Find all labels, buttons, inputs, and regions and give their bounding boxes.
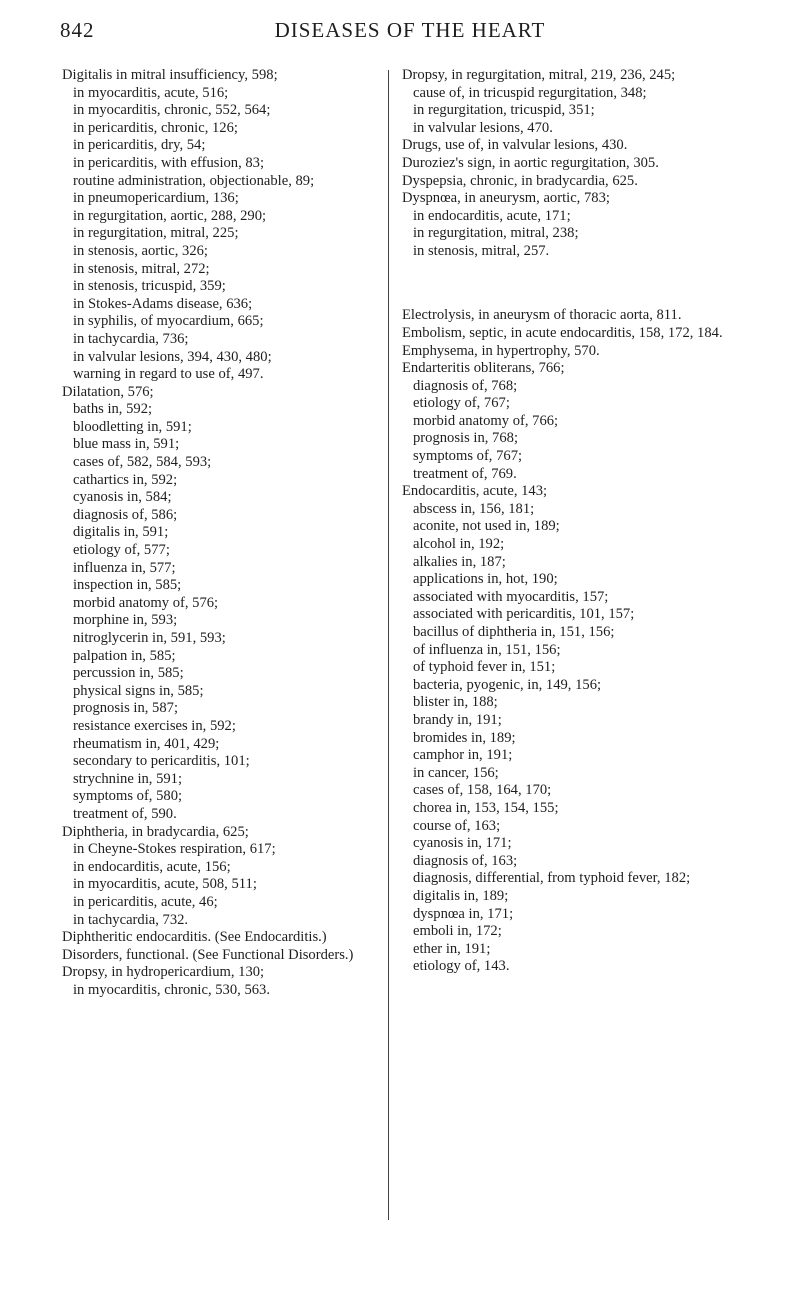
index-subentry: aconite, not used in, 189;: [413, 518, 560, 535]
index-subentry: in pericarditis, chronic, 126;: [73, 119, 238, 136]
index-subentry: in Cheyne-Stokes respiration, 617;: [73, 841, 276, 858]
index-subentry: in regurgitation, mitral, 225;: [73, 225, 239, 242]
index-subentry: etiology of, 767;: [413, 395, 510, 412]
index-subentry: physical signs in, 585;: [73, 682, 204, 699]
index-subentry: etiology of, 143.: [413, 958, 510, 975]
index-subentry: digitalis in, 189;: [413, 887, 509, 904]
index-entry: Diphtheria, in bradycardia, 625;: [62, 823, 249, 840]
index-subentry: in regurgitation, mitral, 238;: [413, 225, 579, 242]
page-number: 842: [60, 18, 95, 42]
index-subentry: cathartics in, 592;: [73, 471, 178, 488]
index-subentry: in myocarditis, chronic, 530, 563.: [73, 981, 270, 998]
index-subentry: ether in, 191;: [413, 940, 491, 957]
index-subentry: in stenosis, mitral, 257.: [413, 242, 550, 259]
index-entry: Emphysema, in hypertrophy, 570.: [402, 342, 600, 359]
index-subentry: treatment of, 769.: [413, 465, 517, 482]
index-subentry: etiology of, 577;: [73, 542, 170, 559]
index-subentry: course of, 163;: [413, 817, 501, 834]
running-title: DISEASES OF THE HEART: [274, 18, 546, 42]
index-subentry: in regurgitation, aortic, 288, 290;: [73, 207, 267, 224]
index-subentry: routine administration, objectionable, 89;: [73, 172, 315, 189]
index-subentry: in myocarditis, acute, 508, 511;: [73, 876, 257, 893]
index-subentry: of typhoid fever in, 151;: [413, 659, 556, 676]
index-subentry: warning in regard to use of, 497.: [73, 366, 264, 383]
index-subentry: in cancer, 156;: [413, 764, 499, 781]
index-subentry: in pericarditis, with effusion, 83;: [73, 154, 265, 171]
index-entry: Drugs, use of, in valvular lesions, 430.: [402, 137, 628, 154]
index-subentry: in endocarditis, acute, 156;: [73, 858, 231, 875]
index-subentry: cyanosis in, 584;: [73, 489, 172, 506]
index-subentry: bloodletting in, 591;: [73, 418, 192, 435]
index-subentry: in syphilis, of myocardium, 665;: [73, 313, 264, 330]
index-subentry: diagnosis of, 586;: [73, 506, 178, 523]
index-entry: Dyspepsia, chronic, in bradycardia, 625.: [402, 172, 638, 189]
index-subentry: inspection in, 585;: [73, 577, 182, 594]
index-subentry: in pericarditis, dry, 54;: [73, 137, 206, 154]
index-subentry: resistance exercises in, 592;: [73, 717, 236, 734]
index-entry: Endocarditis, acute, 143;: [402, 483, 548, 500]
index-subentry: associated with myocarditis, 157;: [413, 588, 609, 605]
index-subentry: bacteria, pyogenic, in, 149, 156;: [413, 676, 602, 693]
index-subentry: cases of, 582, 584, 593;: [73, 454, 212, 471]
index-subentry: morbid anatomy of, 576;: [73, 594, 219, 611]
index-subentry: brandy in, 191;: [413, 711, 502, 728]
index-entry: Dropsy, in regurgitation, mitral, 219, 236, 245;: [402, 67, 676, 83]
index-subentry: secondary to pericarditis, 101;: [73, 753, 250, 770]
index-entry: Diphtheritic endocarditis. (See Endocarditis.): [62, 929, 327, 946]
index-entry: Digitalis in mitral insufficiency, 598;: [62, 67, 278, 83]
index-subentry: diagnosis of, 163;: [413, 852, 518, 869]
index-subentry: symptoms of, 580;: [73, 788, 183, 805]
index-subentry: alcohol in, 192;: [413, 536, 505, 553]
index-entry: Dilatation, 576;: [62, 383, 154, 400]
index-entry: Duroziez's sign, in aortic regurgitation, 305.: [402, 154, 659, 171]
index-subentry: in valvular lesions, 394, 430, 480;: [73, 348, 272, 365]
index-subentry: in valvular lesions, 470.: [413, 119, 553, 136]
index-subentry: cyanosis in, 171;: [413, 835, 512, 852]
index-entry: Dropsy, in hydropericardium, 130;: [62, 964, 265, 981]
index-entry: Disorders, functional. (See Functional Disorders.): [62, 946, 354, 963]
index-subentry: palpation in, 585;: [73, 647, 176, 664]
index-subentry: in myocarditis, chronic, 552, 564;: [73, 102, 271, 119]
index-subentry: in stenosis, aortic, 326;: [73, 242, 208, 259]
index-subentry: influenza in, 577;: [73, 559, 176, 576]
index-column-left: [62, 67, 384, 999]
index-subentry: abscess in, 156, 181;: [413, 500, 535, 517]
index-subentry: cause of, in tricuspid regurgitation, 348;: [413, 84, 647, 101]
index-subentry: morphine in, 593;: [73, 612, 178, 629]
index-subentry: cases of, 158, 164, 170;: [413, 782, 552, 799]
index-subentry: blister in, 188;: [413, 694, 498, 711]
index-subentry: applications in, hot, 190;: [413, 571, 558, 588]
index-subentry: rheumatism in, 401, 429;: [73, 735, 220, 752]
index-subentry: morbid anatomy of, 766;: [413, 412, 559, 429]
index-entry: Embolism, septic, in acute endocarditis, 158, 172, 184.: [402, 324, 723, 341]
index-subentry: diagnosis, differential, from typhoid fever, 182;: [413, 870, 691, 887]
index-subentry: treatment of, 590.: [73, 805, 177, 822]
index-subentry: alkalies in, 187;: [413, 553, 506, 570]
index-subentry: symptoms of, 767;: [413, 448, 523, 465]
index-subentry: baths in, 592;: [73, 401, 153, 418]
index-subentry: prognosis in, 587;: [73, 700, 178, 717]
index-subentry: in myocarditis, acute, 516;: [73, 84, 229, 101]
index-subentry: nitroglycerin in, 591, 593;: [73, 630, 226, 646]
index-subentry: blue mass in, 591;: [73, 436, 180, 453]
index-subentry: of influenza in, 151, 156;: [413, 641, 561, 658]
index-subentry: emboli in, 172;: [413, 923, 502, 940]
index-subentry: diagnosis of, 768;: [413, 377, 518, 394]
index-subentry: bacillus of diphtheria in, 151, 156;: [413, 624, 615, 640]
index-entry: Endarteritis obliterans, 766;: [402, 360, 565, 377]
index-subentry: percussion in, 585;: [73, 665, 184, 682]
index-subentry: in tachycardia, 732.: [73, 911, 189, 928]
index-entry: Electrolysis, in aneurysm of thoracic aorta, 811.: [402, 307, 682, 324]
index-subentry: in pericarditis, acute, 46;: [73, 893, 218, 910]
index-subentry: bromides in, 189;: [413, 729, 516, 746]
index-column-right: [402, 67, 724, 976]
page-header: [60, 18, 760, 48]
index-subentry: chorea in, 153, 154, 155;: [413, 799, 559, 816]
index-subentry: in stenosis, tricuspid, 359;: [73, 278, 226, 295]
index-subentry: in tachycardia, 736;: [73, 330, 189, 347]
index-subentry: in endocarditis, acute, 171;: [413, 207, 571, 224]
index-subentry: dyspnœa in, 171;: [413, 905, 514, 922]
column-divider: [388, 70, 389, 1220]
index-subentry: digitalis in, 591;: [73, 524, 169, 541]
index-subentry: in regurgitation, tricuspid, 351;: [413, 102, 595, 119]
index-subentry: camphor in, 191;: [413, 747, 513, 764]
index-subentry: in pneumopericardium, 136;: [73, 190, 239, 207]
index-gap: [402, 275, 724, 293]
index-subentry: prognosis in, 768;: [413, 430, 518, 447]
index-entry: Dyspnœa, in aneurysm, aortic, 783;: [402, 190, 610, 207]
index-subentry: strychnine in, 591;: [73, 770, 183, 787]
index-subentry: in Stokes-Adams disease, 636;: [73, 295, 253, 312]
index-subentry: associated with pericarditis, 101, 157;: [413, 606, 635, 623]
index-subentry: in stenosis, mitral, 272;: [73, 260, 210, 277]
